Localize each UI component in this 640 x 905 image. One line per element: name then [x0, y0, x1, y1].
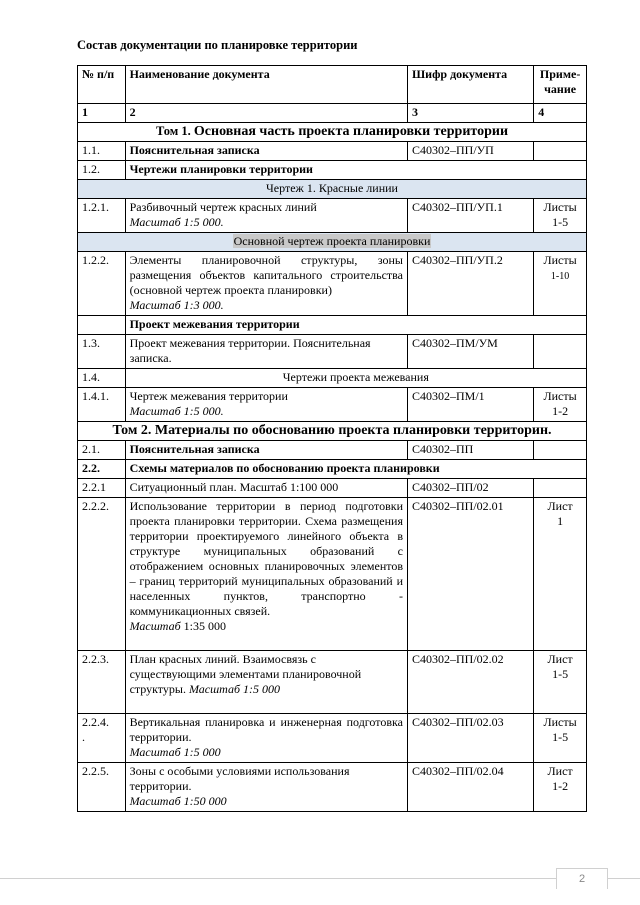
table-row	[78, 335, 587, 369]
row-note	[534, 335, 587, 369]
row-num: 1.2.	[78, 161, 126, 180]
header-code: Шифр документа	[408, 66, 534, 104]
row-num: 1.1.	[78, 142, 126, 161]
row-num: 1.3.	[78, 335, 126, 369]
row-name: Проект межевания территории. Пояснительная записка.	[125, 335, 407, 369]
colnum-4: 4	[534, 104, 587, 123]
row-name: Проект межевания территории	[125, 316, 586, 335]
row-name: Вертикальная планировка и инженерная подготовка территории. Масштаб 1:5 000	[125, 714, 407, 763]
table-row	[78, 714, 587, 763]
row-code: С40302–ПП/02.03	[408, 714, 534, 763]
section-band-main-drawing: Основной чертеж проекта планировки	[78, 233, 587, 252]
row-num: 2.2.1	[78, 479, 126, 498]
row-name: Элементы планировочной структуры, зоны размещения объектов капитального строительства (основной чертеж проекта планировки) Масштаб 1:3 000.	[125, 252, 407, 316]
row-code: С40302–ПП/02.04	[408, 763, 534, 812]
row-note: Листы 1-10	[534, 252, 587, 316]
row-code: С40302–ПП/УП.2	[408, 252, 534, 316]
colnum-2: 2	[125, 104, 407, 123]
row-name: Пояснительная записка	[125, 142, 407, 161]
row-name: Зоны с особыми условиями использования территории. Масштаб 1:50 000	[125, 763, 407, 812]
table-row	[78, 142, 587, 161]
row-num: 1.4.	[78, 369, 126, 388]
row-note	[534, 441, 587, 460]
row-num: 1.2.1.	[78, 199, 126, 233]
row-num: 2.2.5.	[78, 763, 126, 812]
volume-2-title: Том 2. Материалы по обоснованию проекта планировки территорин.	[78, 422, 587, 441]
row-num: 2.2.3.	[78, 651, 126, 714]
row-code: С40302–ПП/02	[408, 479, 534, 498]
header-num: № п/п	[78, 66, 126, 104]
header-name: Наименование документа	[125, 66, 407, 104]
row-note: Лист 1-5	[534, 651, 587, 714]
row-num: 2.1.	[78, 441, 126, 460]
column-numbers-row	[78, 104, 587, 123]
row-num	[78, 316, 126, 335]
table-row	[78, 388, 587, 422]
row-note: Лист 1-2	[534, 763, 587, 812]
row-name: Пояснительная записка	[125, 441, 407, 460]
row-num: 2.2.2.	[78, 498, 126, 651]
row-code: С40302–ПП	[408, 441, 534, 460]
row-code: С40302–ПП/УП.1	[408, 199, 534, 233]
table-row	[78, 651, 587, 714]
volume-2-row	[78, 422, 587, 441]
row-code: С40302–ПП/УП	[408, 142, 534, 161]
row-num: 2.2.4. .	[78, 714, 126, 763]
table-row	[78, 316, 587, 335]
section-band-row	[78, 233, 587, 252]
volume-1-row	[78, 123, 587, 142]
row-name: План красных линий. Взаимосвязь с существующими элементами планировочной структуры. Масштаб 1:5 000	[125, 651, 407, 714]
row-note: Листы 1-5	[534, 714, 587, 763]
row-name: Чертежи планировки территории	[125, 161, 586, 180]
row-note	[534, 142, 587, 161]
row-name: Схемы материалов по обоснованию проекта планировки	[125, 460, 586, 479]
table-row	[78, 763, 587, 812]
row-code: С40302–ПП/02.02	[408, 651, 534, 714]
colnum-3: 3	[408, 104, 534, 123]
row-num: 2.2.	[78, 460, 126, 479]
footer-divider	[0, 878, 640, 879]
row-name: Чертежи проекта межевания	[125, 369, 586, 388]
row-name: Использование территории в период подготовки проекта планировки территории. Схема размещения территории проектируемого линейного объекта в структуре муниципальных образований с отображением основных планировочных элементов – границ территорий муниципальных образований и населенных пунктов, транспортно - коммуникационных связей. Масштаб 1:35 000	[125, 498, 407, 651]
table-row	[78, 479, 587, 498]
section-band-red-lines: Чертеж 1. Красные линии	[78, 180, 587, 199]
row-num: 1.2.2.	[78, 252, 126, 316]
row-note: Листы 1-5	[534, 199, 587, 233]
row-code: С40302–ПМ/1	[408, 388, 534, 422]
colnum-1: 1	[78, 104, 126, 123]
page-number: 2	[556, 868, 608, 889]
row-note: Листы 1-2	[534, 388, 587, 422]
table-row	[78, 460, 587, 479]
row-name: Чертеж межевания территории Масштаб 1:5 000.	[125, 388, 407, 422]
table-header-row	[78, 66, 587, 104]
page-title: Состав документации по планировке территории	[77, 38, 358, 52]
documents-table	[77, 65, 587, 812]
row-note	[534, 479, 587, 498]
table-row	[78, 161, 587, 180]
row-note: Лист 1	[534, 498, 587, 651]
volume-1-title: Том 1. Основная часть проекта планировки территории	[78, 123, 587, 142]
header-note: Приме- чание	[534, 66, 587, 104]
table-row	[78, 199, 587, 233]
table-row	[78, 498, 587, 651]
row-code: С40302–ПП/02.01	[408, 498, 534, 651]
table-row	[78, 252, 587, 316]
row-num: 1.4.1.	[78, 388, 126, 422]
table-row	[78, 369, 587, 388]
section-band-row	[78, 180, 587, 199]
row-code: С40302–ПМ/УМ	[408, 335, 534, 369]
row-name: Ситуационный план. Масштаб 1:100 000	[125, 479, 407, 498]
row-name: Разбивочный чертеж красных линий Масштаб 1:5 000.	[125, 199, 407, 233]
table-row	[78, 441, 587, 460]
